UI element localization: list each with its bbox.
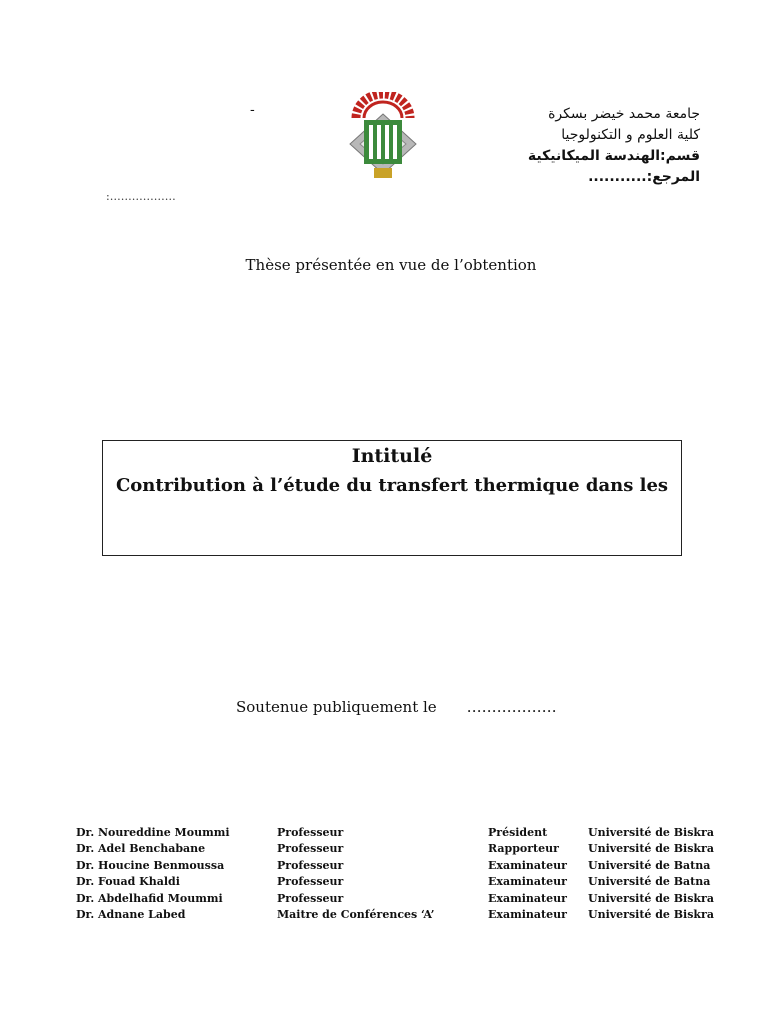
jury-university: Université de Biskra [588,891,714,905]
arabic-faculty: كلية العلوم و التكنولوجيا [561,127,700,143]
table-row [76,842,714,858]
jury-role: Examinateur [488,858,567,872]
these-line: Thèse présentée en vue de l’obtention [245,256,537,274]
jury-role: Examinateur [488,891,567,905]
jury-name: Dr. Abdelhafid Moummi [76,891,223,905]
header-dash: - [250,102,255,118]
table-row [76,826,714,842]
jury-university: Université de Biskra [588,826,714,839]
jury-role: Président [488,826,548,839]
jury-role: Examinateur [488,907,567,921]
soutenue-dots: ……………… [466,698,557,716]
arabic-reference: المرجع:........... [588,169,700,185]
jury-name: Dr. Fouad Khaldi [76,875,180,889]
jury-university: Université de Biskra [588,907,714,921]
jury-name: Dr. Noureddine Moummi [76,826,230,839]
jury-grade: Professeur [277,858,344,872]
title-box [102,440,682,556]
jury-grade: Professeur [277,842,344,856]
jury-name: Dr. Adel Benchabane [76,842,206,856]
title-subtitle: Contribution à l’étude du transfert thermique dans les [115,475,669,496]
soutenue-label: Soutenue publiquement le [236,698,437,716]
table-row [76,875,714,891]
jury-university: Université de Batna [588,875,711,889]
table-row [76,908,714,924]
soutenue-line [236,698,557,716]
arabic-header [480,104,700,188]
jury-university: Université de Batna [588,858,711,872]
jury-grade: Professeur [277,826,344,839]
reference-dots: :……………… [106,190,176,203]
jury-name: Dr. Adnane Labed [76,907,186,921]
arabic-department: قسم:الهندسة الميكانيكية [527,148,700,164]
jury-grade: Professeur [277,891,344,905]
jury-table [76,826,714,924]
jury-grade: Maitre de Conférences ‘A’ [277,907,435,921]
table-row [76,892,714,908]
title-heading: Intitulé [351,445,433,467]
jury-name: Dr. Houcine Benmoussa [76,858,225,872]
arabic-university: جامعة محمد خيضر بسكرة [548,106,700,122]
jury-role: Examinateur [488,875,567,889]
jury-role: Rapporteur [488,842,559,856]
jury-grade: Professeur [277,875,344,889]
university-logo [344,92,422,180]
table-row [76,859,714,875]
jury-university: Université de Biskra [588,842,714,856]
